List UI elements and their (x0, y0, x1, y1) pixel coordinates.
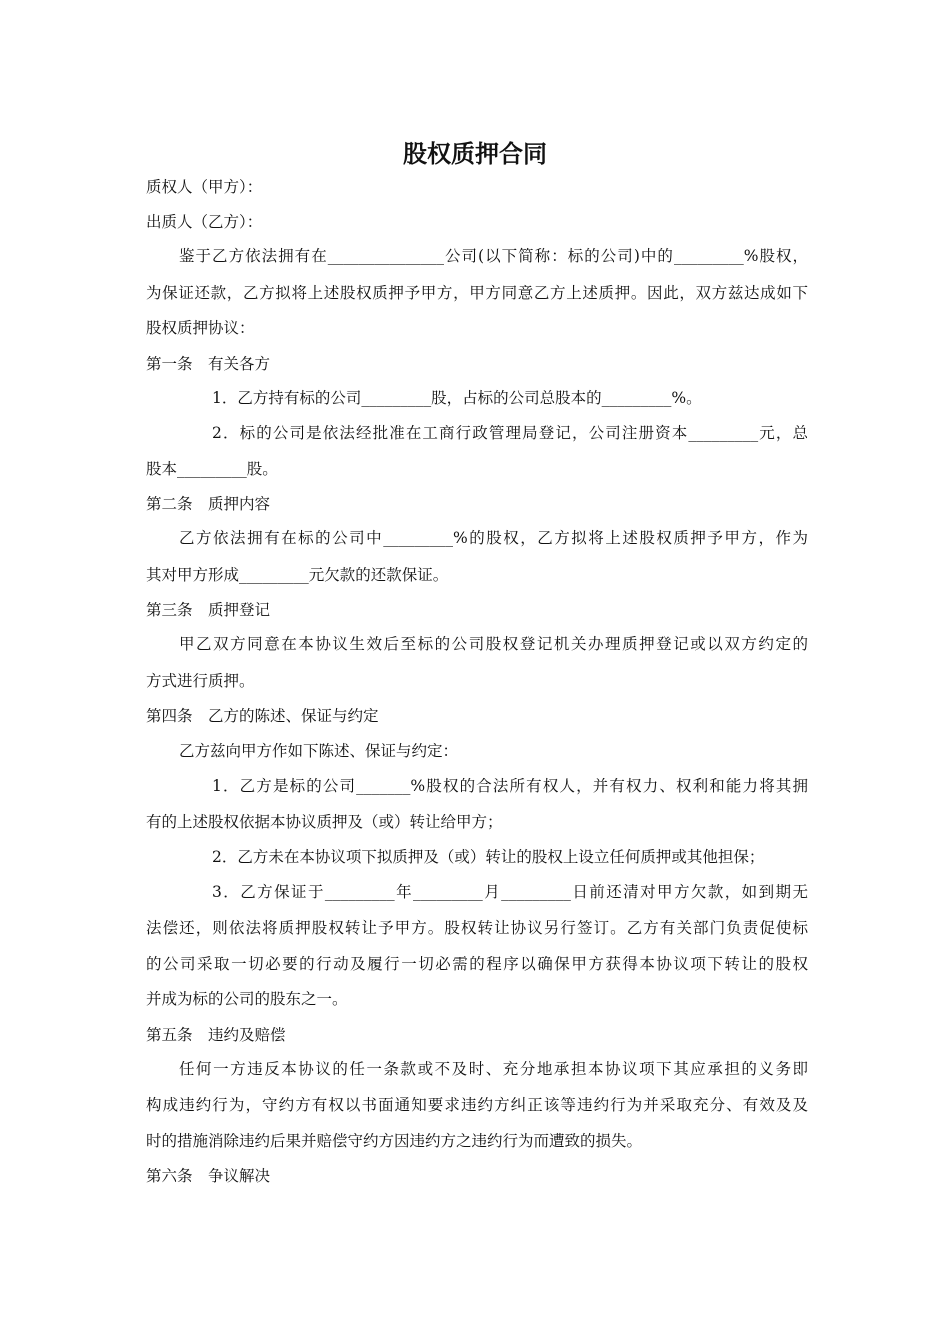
article-3-line-1: 甲乙双方同意在本协议生效后至标的公司股权登记机关办理质押登记或以双方约定的 (179, 635, 808, 653)
article-1-item-2-line-1: 2．标的公司是依法经批准在工商行政管理局登记，公司注册资本_________元，总 (212, 424, 808, 442)
article-4-item-3-line-4: 并成为标的公司的股东之一。 (146, 990, 348, 1008)
article-6-heading: 第六条 争议解决 (146, 1167, 271, 1185)
preamble-line-2: 为保证还款，乙方拟将上述股权质押予甲方，甲方同意乙方上述质押。因此，双方兹达成如下 (146, 284, 808, 302)
article-5-heading: 第五条 违约及赔偿 (146, 1026, 286, 1044)
pledgor-line: 出质人（乙方）： (146, 213, 263, 231)
pledgee-line: 质权人（甲方）： (146, 178, 263, 196)
article-3-heading: 第三条 质押登记 (146, 601, 271, 619)
preamble-line-3: 股权质押协议： (146, 319, 255, 337)
article-4-item-1-line-1: 1．乙方是标的公司_______%股权的合法所有权人，并有权力、权利和能力将其拥 (212, 777, 808, 795)
article-1-item-1: 1．乙方持有标的公司_________股，占标的公司总股本的_________%。 (212, 389, 702, 407)
preamble-line-1: 鉴于乙方依法拥有在_______________公司(以下简称：标的公司)中的_________%股权， (179, 247, 808, 265)
article-4-item-2: 2．乙方未在本协议项下拟质押及（或）转让的股权上设立任何质押或其他担保； (212, 848, 765, 866)
article-1-heading: 第一条 有关各方 (146, 355, 271, 373)
article-1-item-2-line-2: 股本_________股。 (146, 460, 278, 478)
article-4-item-3-line-3: 的公司采取一切必要的行动及履行一切必需的程序以确保甲方获得本协议项下转让的股权 (146, 955, 808, 973)
article-2-line-1: 乙方依法拥有在标的公司中_________%的股权，乙方拟将上述股权质押予甲方，作为 (179, 529, 808, 547)
article-4-heading: 第四条 乙方的陈述、保证与约定 (146, 707, 379, 725)
article-2-line-2: 其对甲方形成_________元欠款的还款保证。 (146, 566, 449, 584)
article-3-line-2: 方式进行质押。 (146, 672, 255, 690)
article-2-heading: 第二条 质押内容 (146, 495, 271, 513)
article-4-item-3-line-1: 3．乙方保证于_________年_________月_________日前还清对甲方欠款，如到期无 (212, 883, 808, 901)
article-4-item-3-line-2: 法偿还，则依法将质押股权转让予甲方。股权转让协议另行签订。乙方有关部门负责促使标 (146, 919, 808, 937)
article-5-line-1: 任何一方违反本协议的任一条款或不及时、充分地承担本协议项下其应承担的义务即 (179, 1060, 808, 1078)
article-4-item-1-line-2: 有的上述股权依据本协议质押及（或）转让给甲方； (146, 813, 503, 831)
article-5-line-2: 构成违约行为，守约方有权以书面通知要求违约方纠正该等违约行为并采取充分、有效及及 (146, 1096, 808, 1114)
document-title: 股权质押合同 (403, 140, 547, 168)
article-5-line-3: 时的措施消除违约后果并赔偿守约方因违约方之违约行为而遭致的损失。 (146, 1132, 643, 1150)
article-4-intro: 乙方兹向甲方作如下陈述、保证与约定： (179, 742, 459, 760)
